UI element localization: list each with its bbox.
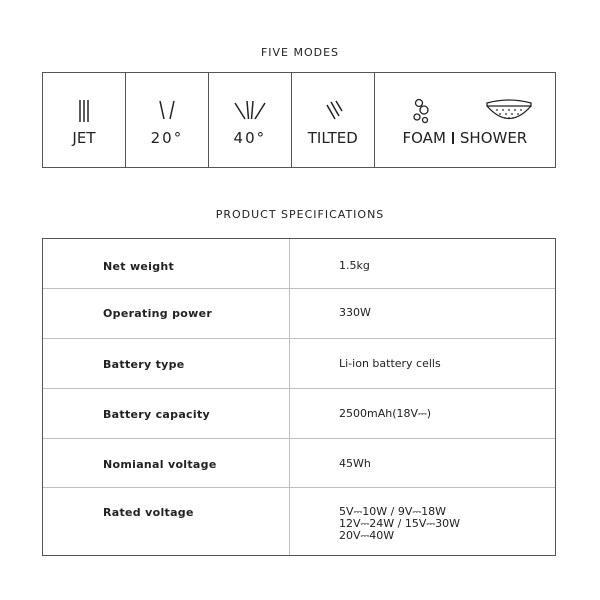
shower-head-icon: [487, 100, 531, 119]
spec-value: [339, 260, 370, 272]
mode-foam-shower: [375, 73, 555, 167]
spec-value-line: 2500mAh(18V⎓): [339, 407, 432, 420]
spec-row: [43, 488, 555, 555]
spec-name: Rated voltage: [103, 506, 194, 519]
mode-label-40: 40°: [233, 129, 267, 147]
spray-20-icon: [126, 99, 208, 123]
modes-title: FIVE MODES: [260, 46, 340, 59]
spec-value-line: 5V⎓10W / 9V⎓18W: [339, 505, 447, 518]
spec-row: [43, 389, 555, 439]
spec-name: Operating power: [103, 307, 213, 320]
mode-label-shower: SHOWER: [459, 129, 528, 147]
spec-name: Battery capacity: [103, 408, 210, 421]
spec-name: Net weight: [103, 260, 175, 273]
mode-40: [209, 73, 292, 167]
spec-value-line: 20V⎓40W: [339, 529, 395, 542]
spec-table: [42, 238, 556, 556]
mode-label-20: 20°: [150, 129, 184, 147]
spec-name: Nomianal voltage: [103, 458, 217, 471]
combo-label: [375, 129, 555, 147]
spec-value: [339, 506, 460, 542]
spray-40-icon: [209, 99, 291, 123]
spec-row: [43, 339, 555, 389]
spec-value-line: 1.5kg: [339, 259, 370, 272]
spec-value: [339, 307, 371, 319]
spec-value: [339, 358, 441, 370]
spec-row: [43, 439, 555, 488]
mode-tilted: [292, 73, 375, 167]
spec-name: Battery type: [103, 358, 185, 371]
spec-value-line: 330W: [339, 306, 371, 319]
spec-value: [339, 408, 431, 420]
foam-bubbles-icon: [414, 100, 428, 123]
combo-separator: [452, 132, 454, 144]
mode-20: [126, 73, 209, 167]
mode-label-tilted: TILTED: [307, 129, 358, 147]
mode-jet: [43, 73, 126, 167]
spec-value: [339, 458, 371, 470]
spec-value-line: Li-ion battery cells: [339, 357, 441, 370]
spec-value-line: 45Wh: [339, 457, 371, 470]
combo-icons: [375, 97, 555, 125]
spec-row: [43, 239, 555, 289]
jet-icon: [43, 99, 125, 123]
mode-label-foam: FOAM: [402, 129, 446, 147]
tilted-icon: [292, 99, 374, 123]
mode-label-jet: JET: [72, 129, 96, 147]
spec-row: [43, 289, 555, 339]
spec-value-line: 12V⎓24W / 15V⎓30W: [339, 517, 461, 530]
modes-box: [42, 72, 556, 168]
specs-title: PRODUCT SPECIFICATIONS: [215, 208, 385, 221]
